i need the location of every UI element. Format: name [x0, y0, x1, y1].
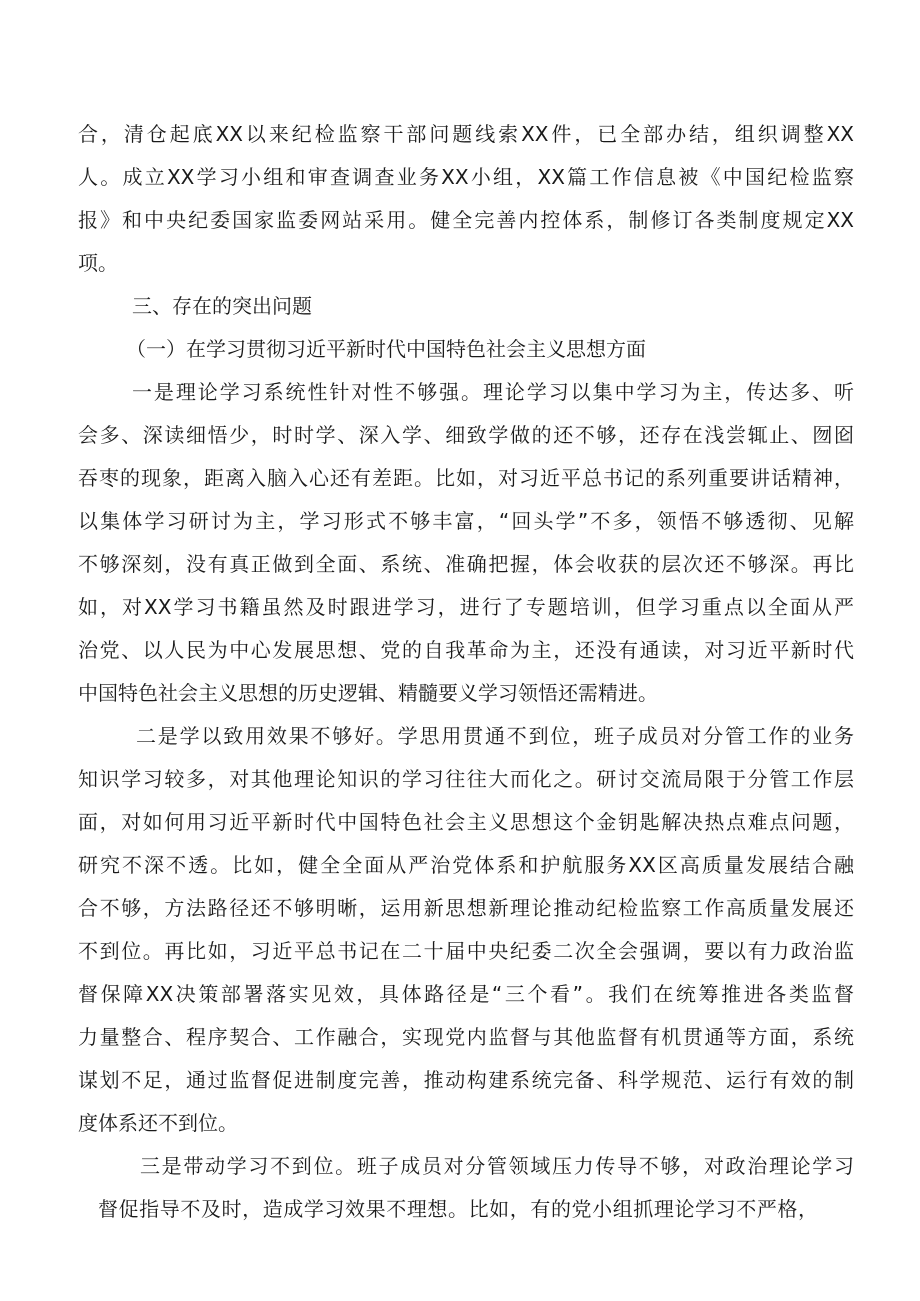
paragraph-line: 谋划不足，通过监督促进制度完善，推动构建系统完备、科学规范、运行有效的制 [78, 1068, 854, 1092]
paragraph-line: 督促指导不及时，造成学习效果不理想。比如，有的党小组抓理论学习不严格， [98, 1197, 818, 1221]
paragraph-line: 如，对XX学习书籍虽然及时跟进学习，进行了专题培训，但学习重点以全面从严 [78, 595, 854, 619]
paragraph-line: 中国特色社会主义思想的历史逻辑、精髓要义学习领悟还需精进。 [78, 681, 658, 705]
paragraph-line: 知识学习较多，对其他理论知识的学习往往大而化之。研讨交流局限于分管工作层 [78, 767, 854, 791]
paragraph-line: 合不够，方法路径还不够明晰，运用新思想新理论推动纪检监察工作高质量发展还 [78, 896, 854, 920]
paragraph-line: 力量整合、程序契合、工作融合，实现党内监督与其他监督有机贯通等方面，系统 [78, 1025, 854, 1049]
paragraph-line: 会多、深读细悟少，时时学、深入学、细致学做的还不够，还存在浅尝辄止、囫囵 [78, 423, 854, 447]
paragraph-line: 人。成立XX学习小组和审查调查业务XX小组，XX篇工作信息被《中国纪检监察 [78, 165, 854, 189]
paragraph-line: 报》和中央纪委国家监委网站采用。健全完善内控体系，制修订各类制度规定XX [78, 208, 854, 232]
paragraph-line: 督保障XX决策部署落实见效，具体路径是“三个看”。我们在统筹推进各类监督 [78, 982, 854, 1006]
paragraph-line: 不够深刻，没有真正做到全面、系统、准确把握，体会收获的层次还不够深。再比 [78, 552, 854, 576]
paragraph-line: 三是带动学习不到位。班子成员对分管领域压力传导不够，对政治理论学习 [140, 1154, 854, 1178]
paragraph-line: 度体系还不到位。 [78, 1111, 238, 1135]
paragraph-line: 面，对如何用习近平新时代中国特色社会主义思想这个金钥匙解决热点难点问题， [78, 810, 854, 834]
subsection-heading: （一）在学习贯彻习近平新时代中国特色社会主义思想方面 [126, 337, 646, 361]
paragraph-line: 合，清仓起底XX以来纪检监察干部问题线索XX件，已全部办结，组织调整XX [78, 122, 854, 146]
paragraph-line: 项。 [78, 251, 118, 275]
paragraph-line: 以集体学习研讨为主，学习形式不够丰富，“回头学”不多，领悟不够透彻、见解 [78, 509, 854, 533]
paragraph-line: 研究不深不透。比如，健全全面从严治党体系和护航服务XX区高质量发展结合融 [78, 853, 854, 877]
paragraph-line: 二是学以致用效果不够好。学思用贯通不到位，班子成员对分管工作的业务 [136, 724, 854, 748]
paragraph-line: 不到位。再比如，习近平总书记在二十届中央纪委二次全会强调，要以有力政治监 [78, 939, 854, 963]
section-heading: 三、存在的突出问题 [132, 294, 312, 318]
paragraph-line: 一是理论学习系统性针对性不够强。理论学习以集中学习为主，传达多、听 [132, 380, 854, 404]
paragraph-line: 吞枣的现象，距离入脑入心还有差距。比如，对习近平总书记的系列重要讲话精神， [78, 466, 854, 490]
paragraph-line: 治党、以人民为中心发展思想、党的自我革命为主，还没有通读，对习近平新时代 [78, 638, 854, 662]
